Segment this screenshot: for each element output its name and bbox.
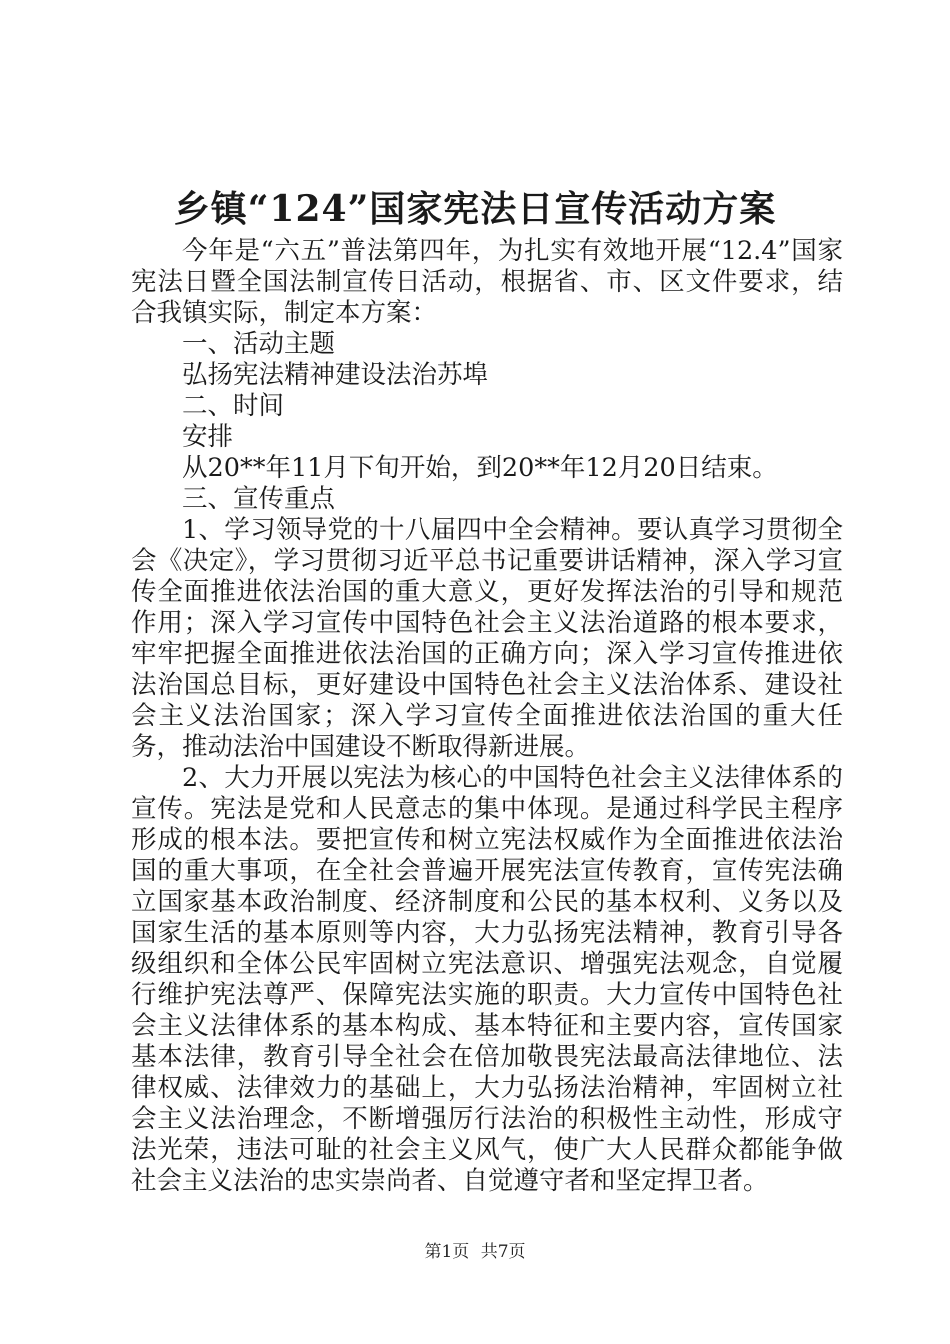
paragraph-focus-1: 1、学习领导党的十八届四中全会精神。要认真学习贯彻全会《决定》，学习贯彻习近平总书记重要讲话精神，深入学习宣传全面推进依法治国的重大意义，更好发挥法治的引导和规范作用；深入学习宣传中国特色社会主义法治道路的根本要求，牢牢把握全面推进依法治国的正确方向；深入学习宣传推进依法治国总目标，更好建设中国特色社会主义法治体系、建设社会主义法治国家；深入学习宣传全面推进依法治国的重大任务，推动法治中国建设不断取得新进展。: [131, 515, 843, 762]
paragraph-intro: 今年是“六五”普法第四年，为扎实有效地开展“12.4”国家宪法日暨全国法制宣传日活动，根据省、市、区文件要求，结合我镇实际，制定本方案：: [131, 236, 843, 328]
paragraph-focus-2: 2、大力开展以宪法为核心的中国特色社会主义法律体系的宣传。宪法是党和人民意志的集中体现。是通过科学民主程序形成的根本法。要把宣传和树立宪法权威作为全面推进依法治国的重大事项，在全社会普遍开展宪法宣传教育，宣传宪法确立国家基本政治制度、经济制度和公民的基本权利、义务以及国家生活的基本原则等内容，大力弘扬宪法精神，教育引导各级组织和全体公民牢固树立宪法意识、增强宪法观念，自觉履行维护宪法尊严、保障宪法实施的职责。大力宣传中国特色社会主义法律体系的基本构成、基本特征和主要内容，宣传国家基本法律，教育引导全社会在倍加敬畏宪法最高法律地位、法律权威、法律效力的基础上，大力弘扬法治精神，牢固树立社会主义法治理念，不断增强厉行法治的积极性主动性，形成守法光荣，违法可耻的社会主义风气，使广大人民群众都能争做社会主义法治的忠实崇尚者、自觉遵守者和坚定捍卫者。: [131, 763, 843, 1196]
page-total: 共7页: [480, 1242, 526, 1262]
document-title: 乡镇“124”国家宪法日宣传活动方案: [173, 188, 777, 230]
document-body: [131, 236, 843, 1197]
page-number: 第1页: [424, 1242, 470, 1262]
section-heading-focus: 三、宣传重点: [182, 484, 336, 514]
paragraph-arrangement: 安排: [182, 422, 234, 452]
paragraph-theme: 弘扬宪法精神建设法治苏埠: [182, 360, 489, 390]
section-heading-time: 二、时间: [182, 391, 285, 421]
page-footer: [0, 1240, 950, 1264]
section-heading-theme: 一、活动主题: [182, 329, 336, 359]
paragraph-time-range: 从20**年11月下旬开始，到20**年12月20日结束。: [182, 453, 778, 483]
